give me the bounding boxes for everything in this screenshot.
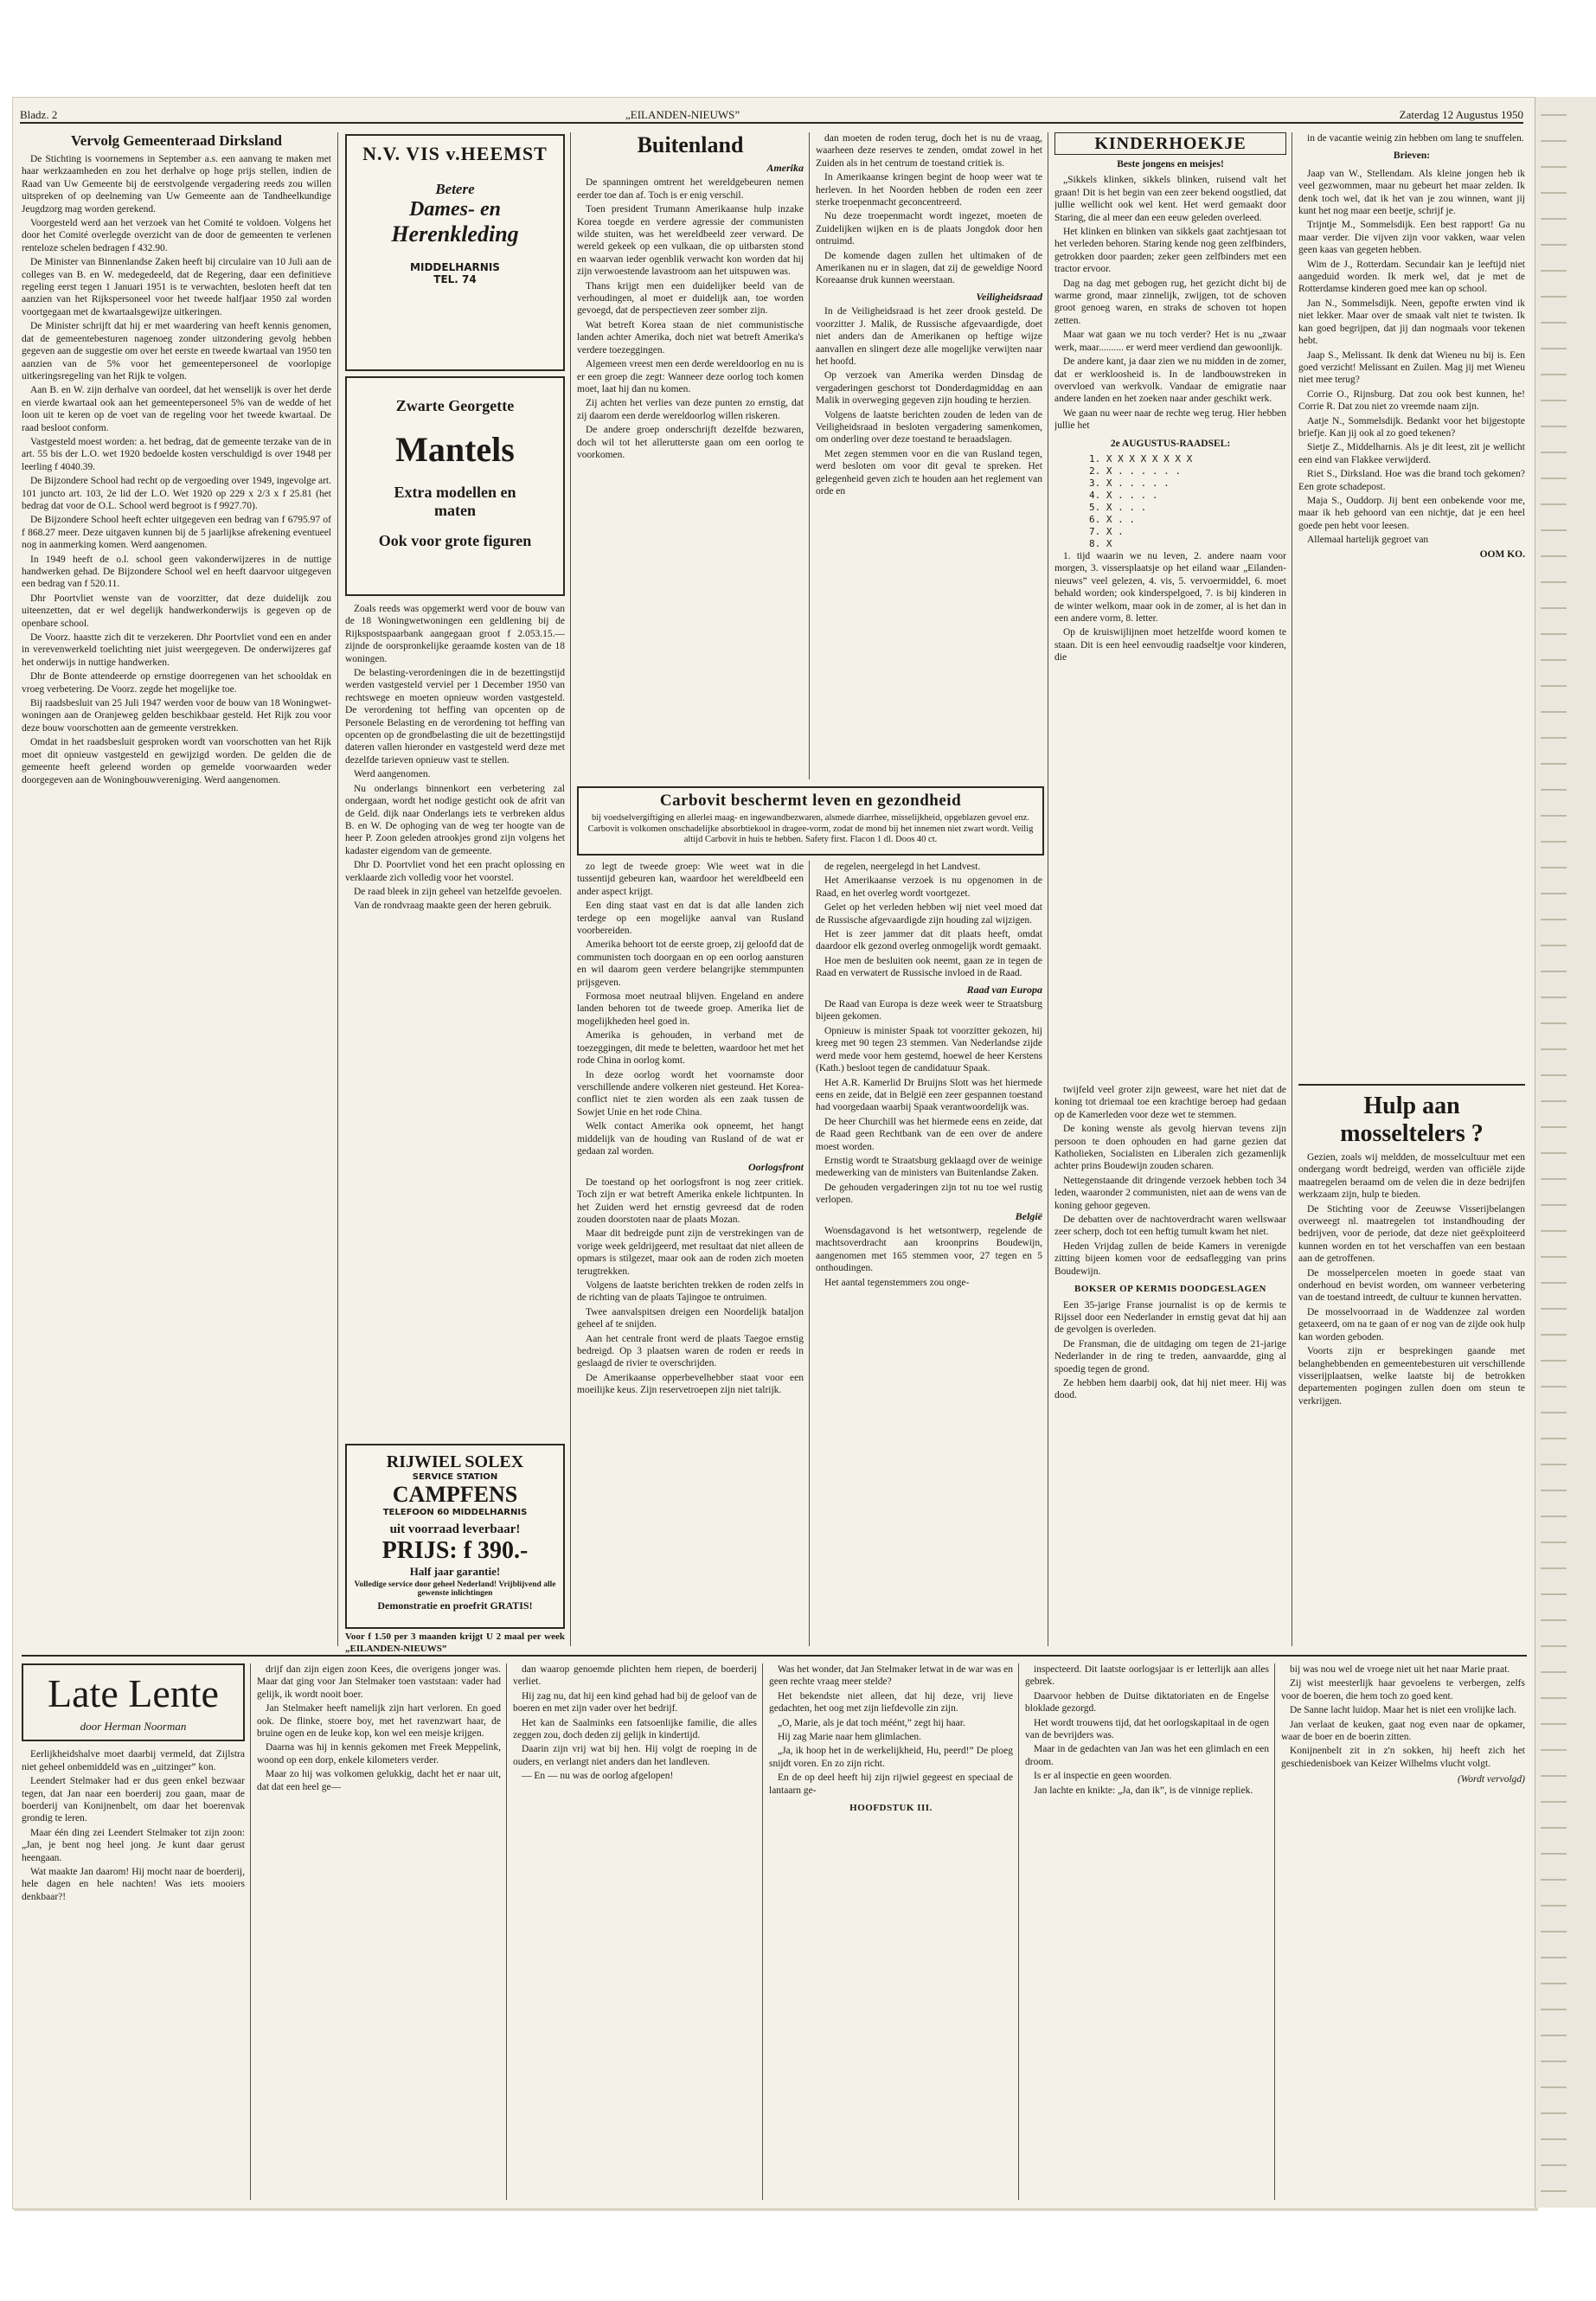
text-paragraph: Jaap van W., Stellendam. Als kleine jongen heb ik veel gezwommen, maar nu gebeurt het maar zelden. Ik denk toch wel, dat ik het van je zou winnen, want jij kunt het nog maar een beetje, schrijf je.: [1298, 168, 1525, 217]
text-paragraph: De Minister schrijft dat hij er met waardering van heeft kennis genomen, dat de gemeentebesturen nagenoeg zonder uitzondering gevolg hebben gegeven aan de suggestie om over het eerste en tweede kwartaal van 1950 ten aanzien van de 5% voor het gemeentepersoneel de voorlopige uitkeringsregeling van het Rijk te volgen.: [22, 321, 331, 381]
text-paragraph: Hoe men de besluiten ook neemt, gaan ze in tegen de Raad en verwatert de Russische invloed in de Raad.: [816, 955, 1042, 979]
article-title: Hulp aan mosseltelers ?: [1340, 1093, 1484, 1147]
text-paragraph: Voorgesteld werd aan het verzoek van het Comité te voldoen. Volgens het door het Comité overlegde overzicht van de door de gemeenten te verlenen renteloze schelen bedragen f 432.90.: [22, 218, 331, 253]
text-paragraph: Konijnenbelt zit in z'n sokken, hij heeft zich het geschiedenisboek van Keizer Wilhelms vlucht volgt.: [1281, 1746, 1525, 1769]
ad-line: Volledige service door geheel Nederland! Vrijblijvend alle gewenste inlichtingen: [354, 1580, 556, 1598]
signature: OOM KO.: [1479, 548, 1525, 560]
text-paragraph: De andere groep onderschrijft dezelfde bezwaren, doch wil tot het allerutterste gaan om een oorlog te voorkomen.: [577, 425, 804, 460]
text-paragraph: Het klinken en blinken van sikkels gaat zachtjesaan tot het verleden behoren. Staring kende nog geen zelfbinders, getrokken door paarden; zeker geen zelfbinders met een tractor ervoor.: [1054, 227, 1286, 275]
section-title: KINDERHOEKJE: [1054, 132, 1286, 155]
text-paragraph: Gelet op het verleden hebben wij niet veel moed dat de Russische afgevaardigde zijn houding zal wijzigen.: [816, 902, 1042, 926]
puzzle-instructions: Op de kruiswijlijnen moet hetzelfde woord komen te staan. Dit is een heel eenvoudig raadseltje voor kinderen, die: [1054, 627, 1286, 663]
puzzle-grid: [1089, 453, 1286, 550]
puzzle-row: 3. X . . . . .: [1089, 477, 1170, 489]
text-paragraph: Hij zag Marie naar hem glimlachen.: [778, 1732, 922, 1743]
text-paragraph: De Sanne lacht luidop. Maar het is niet een vrolijke lach.: [1290, 1705, 1516, 1716]
article-gemeenteraad-cont: [345, 603, 565, 1433]
text-paragraph: Toen president Trumann Amerikaanse hulp inzake Korea toegde en verdere agressie der communisten wilde stuiten, was het wereldbeeld zeer verward. De wereld gekeek op een vulkaan, die op uitbarsten stond en waarvan ieder ogenblik verwacht kon worden dat hij zijn verwoestende lavastroom aan het uitspuwen was.: [577, 204, 804, 278]
text-paragraph: Gezien, zoals wij meldden, de mosselcultuur met een ondergang wordt bedreigd, werden van officiële zijde maatregelen beraamd om de velen die in deze bedrijfen werkzaam zijn, hulp te bieden.: [1298, 1152, 1525, 1201]
ad-line: Herenkleding: [391, 221, 519, 247]
text-paragraph: De Bijzondere School had recht op de vergoeding over 1949, ingevolge art. 101 juncto art. 103, 2e lid der L.O. Wet 1920 op 229 x 2/3 x f 25.81 (het bedrag dat voor de O.L. School werd begroot is f 9927.70).: [22, 476, 331, 511]
text-paragraph: Algemeen vreest men een derde wereldoorlog en nu is er een groep die zegt: Wanneer deze oorlog toch komen moet, laat hij dan nu komen.: [577, 359, 804, 394]
text-paragraph: Heden Vrijdag zullen de beide Kamers in verenigde zitting bijeen komen voor de eedsaflegging van prins Boudewijn.: [1054, 1240, 1286, 1277]
issue-date: Zaterdag 12 Augustus 1950: [1399, 108, 1523, 121]
text-paragraph: Eerlijkheidshalve moet daarbij vermeld, dat Zijlstra niet geheel onbemiddeld was en „uitzinger” kon.: [22, 1749, 245, 1772]
text-paragraph: Een ding staat vast en dat is dat alle landen zich terdege op een mogelijke aanval van Rusland voorbereiden.: [577, 901, 804, 937]
text-paragraph: Trijntje M., Sommelsdijk. Een best rapport! Ga nu maar verder. Die vijven zijn voor vakken, waar velen geen kaas van gegeten hebben.: [1298, 220, 1525, 256]
text-paragraph: Maar één ding zei Leendert Stelmaker tot zijn zoon: „Jan, je bent nog heel jong. Je kunt daar gerust heengaan.: [22, 1827, 245, 1863]
text-paragraph: Omdat in het raadsbesluit gesproken wordt van voorschotten van het Rijk moet dit opnieuw vastgesteld en gewijzigd worden. De gelden die de gemeente heeft geleend worden op gemelde voorwaarden weder doorgegeven aan de Woningbouwvereniging. Werd aangenomen.: [22, 737, 331, 785]
ad-line: Dames- en: [409, 198, 501, 221]
article-europa: [816, 861, 1042, 1646]
text-paragraph: Maar wat gaan we nu toch verder? Het is nu „zwaar werk, maar.......... er werd meer verdiend dan gewoonlijk.: [1054, 330, 1286, 353]
text-paragraph: Volgens de laatste berichten trekken de roden zelfs in de richting van de plaats Tajingoe te ontruimen.: [577, 1280, 804, 1304]
text-paragraph: Zoals reeds was opgemerkt werd voor de bouw van de 18 Woningwetwoningen een geldlening bij de Rijkspostspaarbank aangegaan groot f 2.053.15.— zijnde de oorspronkelijke geraamde kosten van de 18 woningen.: [345, 604, 565, 664]
ad-carbovit: [577, 786, 1044, 856]
page-number: Bladz. 2: [20, 108, 58, 121]
text-paragraph: De Amerikaanse opperbevelhebber staat voor een moeilijke keus. Zijn reservetroepen zijn niet talrijk.: [577, 1372, 804, 1396]
ad-price: PRIJS: f 390.-: [381, 1537, 529, 1564]
text-paragraph: Twee aanvalspitsen dreigen een Noordelijk bataljon geheel af te snijden.: [577, 1306, 804, 1330]
text-paragraph: „Sikkels klinken, sikkels blinken, ruisend valt het graan! Dit is het begin van een zeer bekend oogstlied, dat jullie wellicht ook wel kent. Het werd gemaakt door Staring, die al meer dan een eeuw geleden overleed.: [1054, 175, 1286, 223]
text-paragraph: In Amerikaanse kringen begint de hoop weer wat te herleven. In het Noorden hebben de roden een zeer sterke troepenmacht geconcentreerd.: [816, 172, 1042, 208]
text-paragraph: Thans krijgt men een duidelijker beeld van de verhoudingen, al moet er duidelijk aan, toe worden gevoegd, dat de perspectieven zeer somber zijn.: [577, 280, 804, 317]
ad-line: Demonstratie en proefrit GRATIS!: [377, 1599, 533, 1612]
text-paragraph: Formosa moet neutraal blijven. Engeland en andere landen behoren tot de tweede groep. Amerika liet de mogelijkheden heel goed in.: [577, 991, 804, 1027]
text-paragraph: Met zegen stemmen voor en die van Rusland tegen, werd besloten om voor dit geval te spreken. Het gelegenheid geven zich te houden aan het reglement van orde en: [816, 448, 1042, 497]
text-paragraph: Jan verlaat de keuken, gaat nog even naar de opkamer, waar de boer en de boerin zitten.: [1281, 1719, 1525, 1743]
brieven: [1298, 132, 1525, 1075]
ad-headline: Carbovit beschermt leven en gezondheid: [659, 792, 962, 810]
ad-line: Half jaar garantie!: [409, 1565, 501, 1578]
text-paragraph: in de vacantie weinig zin hebben om lang te snuffelen.: [1307, 133, 1524, 144]
text-paragraph: Maar dit bedreigde punt zijn de verstrekingen van de vorige week geldrijgeerd, met resultaat dat niet alleen de opmars is stilgezet, maar ook aan de roden zich moeten terugtrekken.: [577, 1228, 804, 1277]
text-paragraph: De komende dagen zullen het ultimaken of de Amerikanen nu er in slagen, dat zij de geweldige Noord Koreaanse druk kunnen weerstaan.: [816, 250, 1042, 286]
text-paragraph: Opnieuw is minister Spaak tot voorzitter gekozen, hij kreeg met 90 tegen 23 stemmen. Van Nederlandse zijde werd mede voor hem gestemd, hoewel de heer Kerstens (Kath.) besloot tegen de candidatuur Spaak.: [816, 1025, 1042, 1074]
ad-line: Extra modellen en maten: [394, 484, 516, 519]
text-paragraph: De Raad van Europa is deze week weer te Straatsburg bijeen gekomen.: [816, 999, 1042, 1022]
text-paragraph: De Bijzondere School heeft echter uitgegeven een bedrag van f 6795.97 of f 868.27 meer. Deze uitgaven kunnen bij de 5 jaarlijkse afrekening eventueel nog in aanmerking komen. Werd aangenomen.: [22, 515, 331, 551]
text-paragraph: Maar in de gedachten van Jan was het een glimlach en een droom.: [1025, 1744, 1269, 1767]
page-header: [20, 105, 1523, 124]
text-paragraph: De gehouden vergaderingen zijn tot nu toe wel rustig verlopen.: [816, 1182, 1042, 1206]
article-korea: [577, 861, 804, 1646]
text-paragraph: Dhr D. Poortvliet vond het een pracht oplossing en verklaarde zich volledig voor het voorstel.: [345, 860, 565, 883]
text-paragraph: Aan het centrale front werd de plaats Taegoe ernstig bedreigd. Op 3 plaatsen waren de roden er reeds in geslaagd de rivier te overschrijden.: [577, 1333, 804, 1369]
text-paragraph: Jaap S., Melissant. Ik denk dat Wieneu nu bij is. Een goed verzicht! Melissant en Zuilen. Mag jij met Wieneu niet mee terug?: [1298, 349, 1525, 386]
section-heading: Raad van Europa: [966, 983, 1042, 996]
text-paragraph: De mosselvoorraad in de Waddenzee zal worden getaxeerd, om na te gaan of er nog van de zijde ook hulp kan worden geboden.: [1298, 1306, 1525, 1343]
serial-column-1: [22, 1663, 245, 2200]
text-paragraph: Het is zeer jammer dat dit plaats heeft, omdat daardoor elk gezond overleg onmogelijk wordt gemaakt.: [816, 929, 1042, 952]
text-paragraph: Een 35-jarige Franse journalist is op de kermis te Rijssel door een Nederlander in ernstig gevat dat hij aan de gevolgen is overleden.: [1054, 1299, 1286, 1336]
text-paragraph: We gaan nu weer naar de rechte weg terug. Hier hebben jullie het: [1054, 407, 1286, 432]
serial-signoff: (Wordt vervolgd): [1457, 1774, 1525, 1785]
puzzle-row: 4. X . . . .: [1089, 489, 1158, 501]
ad-tel: TELEFOON 60: [382, 1508, 450, 1517]
text-paragraph: De heer Churchill was het hiermede eens en zeide, dat de Raad geen Rechtbank van de een over de andere moest worden.: [816, 1116, 1042, 1152]
text-paragraph: De mosselpercelen moeten in goede staat van onderhoud en bevist worden, om wanneer verbetering van de toestand intreedt, de cultuur te kunnen hervatten.: [1298, 1267, 1525, 1304]
text-paragraph: Wim de J., Rotterdam. Secundair kan je leeftijd niet aangeduid worden. Ik merk wel, dat je met de Rotterdamse kinderen goed mee kan op school.: [1298, 259, 1525, 295]
serial-column-6: [1281, 1663, 1525, 2200]
text-paragraph: dan waarop genoemde plichten hem riepen, de boerderij verliet.: [513, 1664, 757, 1688]
article-mosseltelers: [1298, 1093, 1525, 1646]
puzzle-row: 7. X .: [1089, 525, 1124, 537]
text-paragraph: dan moeten de roden terug, doch het is nu de vraag, waarheen deze reserves te zenden, omdat zowel in het Zuiden als in het centrum de toestand critiek is.: [816, 133, 1042, 169]
text-paragraph: De Stichting voor de Zeeuwse Visserijbelangen overweegt nl. maatregelen tot instandhouding der bedrijven, voor de periode, dat deze niet geëxploiteerd kunnen worden en tot het verschaffen van een bestaan aan de getroffenen.: [1298, 1203, 1525, 1265]
ad-dealer: CAMPFENS: [392, 1482, 518, 1507]
article-title: Vervolg Gemeenteraad Dirksland: [71, 132, 282, 149]
section-heading: Oorlogsfront: [747, 1161, 804, 1174]
text-paragraph: „Ja, ik hoop het in de werkelijkheid, Hu, peerd!” De ploeg snijdt voren. En zo zijn richt.: [769, 1746, 1013, 1769]
puzzle-row: 1. X X X X X X X X: [1089, 452, 1193, 465]
section-heading: België: [1015, 1209, 1042, 1222]
text-paragraph: Amerika behoort tot de eerste groep, zij geloofd dat de communisten toch doorgaan en op een oorlog aansturen en wil daarom geen verdere belangrijke stemmpunten prijsgeven.: [577, 939, 804, 988]
text-paragraph: De Stichting is voornemens in September a.s. een aanvang te maken met haar werkzaamheden en zou het derhalve op hoge prijs stellen, indien de Raad van Uw Gemeente bij de eerstvolgende vergadering reeds zou willen uitspreken of op deelneming van Uw Gemeente aan de Tandheelkundige Jeugdzorg mag worden gerekend.: [22, 154, 331, 215]
paper-name: „EILANDEN-NIEUWS”: [625, 108, 740, 121]
text-paragraph: Sietje Z., Middelharnis. Als je dit leest, zit je wellicht een eind van Flakkee verwijderd.: [1298, 442, 1525, 465]
puzzle-row: 2. X . . . . . .: [1089, 465, 1181, 477]
text-paragraph: de regelen, neergelegd in het Landvest.: [824, 862, 981, 872]
text-paragraph: inspecteerd. Dit laatste oorlogsjaar is er letterlijk aan alles gebrek.: [1025, 1664, 1269, 1688]
text-paragraph: Het A.R. Kamerlid Dr Bruijns Slott was het hiermede eens en zeide, dat in België een zeer gespannen toestand had voorgedaan waarbij Spaak verantwoordelijk was.: [816, 1077, 1042, 1113]
text-paragraph: Daarna was hij in kennis gekomen met Freek Meppelink, woond op een dorp, enkele kilometers verder.: [257, 1742, 501, 1766]
text-paragraph: „O, Marie, als je dat toch méént,” zegt hij haar.: [778, 1717, 965, 1728]
text-paragraph: De debatten over de nachtoverdracht waren wellswaar zeer scherp, doch tot een heftig tumult kwam het niet.: [1054, 1215, 1286, 1238]
text-paragraph: Maja S., Ouddorp. Jij bent een onbekende voor me, maar ik heb gehoord van een nichtje, dat je een heel goede pen hebt voor leesen.: [1298, 495, 1525, 531]
article-buitenland-cont: [816, 132, 1042, 779]
text-paragraph: Van de rondvraag maakte geen der heren gebruik.: [354, 901, 552, 912]
chapter-heading: HOOFDSTUK III.: [849, 1803, 933, 1814]
text-paragraph: Werd aangenomen.: [354, 769, 431, 780]
ad-rijwiel-solex: [345, 1444, 565, 1629]
text-paragraph: Jan Stelmaker heeft namelijk zijn hart verloren. En goed ook. De flinke, stoere boy, met het ravenzwart haar, de bruine ogen en de leuke kop, kon wel een meisje krijgen.: [257, 1703, 501, 1740]
text-paragraph: Bij raadsbesluit van 25 Juli 1947 werden voor de bouw van 18 Woningwet-woningen aan de Oranjeweg gelden beschikbaar gesteld. Het Rijk zou voor deze bouw voorschotten aan de gemeente verstrekken.: [22, 698, 331, 734]
text-paragraph: Het kan de Saalminks een fatsoenlijke familie, die alles zeggen zou, doch deden zij gelijk in kindertijd.: [513, 1717, 757, 1741]
ad-text: bij voedselvergiftiging en allerlei maag- en ingewandbezwaren, alsmede diarrhee, misselijkheid, opgeblazen gevoel enz. Carbovit is volkomen onschadelijke absorbtiekool in dragee-vorm, zodat de mond bij het innemen niet zwart wordt. Veilig altijd Carbovit in huis te hebben. Safety first. Flacon 1 dl. Doos 40 ct.: [587, 813, 1034, 844]
ad-line: uit voorraad leverbaar!: [389, 1522, 521, 1536]
text-paragraph: De koning wenste als gevolg hiervan tevens zijn persoon te doen ophouden en had garne gezien dat Katholieken, Socialisten en Liberalen zich gezamenlijk achter prins Boudewijn zouden scharen.: [1054, 1124, 1286, 1172]
text-paragraph: Dhr de Bonte attendeerde op ernstige doorregenen van het schooldak en vroeg verbetering. De Voorz. zegde het mogelijke toe.: [22, 671, 331, 695]
ad-line: SERVICE STATION: [412, 1472, 498, 1482]
serial-column-4: [769, 1663, 1013, 2200]
text-paragraph: Dhr Poortvliet wenste van de voorzitter, dat deze duidelijk zou uiteenzetten, dat er wel degelijk handwerkonderwijs is gegeven op de openbare school.: [22, 593, 331, 629]
ad-tel: TEL. 74: [433, 273, 477, 285]
newspaper-page: [12, 97, 1536, 2209]
text-paragraph: En de op deel heeft hij zijn rijwiel gegeest en speciaal de lantaarn ge-: [769, 1772, 1013, 1796]
text-paragraph: Aatje N., Sommelsdijk. Bedankt voor het bijgestopte briefje. Kan jij ook al zo goed tekenen?: [1298, 415, 1525, 439]
text-paragraph: Maar zo hij was volkomen gelukkig, dacht het er naar uit, dat dat een heel ge—: [257, 1769, 501, 1792]
text-paragraph: De Fransman, die de uitdaging om tegen de 21-jarige Nederlander in de ring te treden, aanvaardde, ging al spoedig tegen de grond.: [1054, 1338, 1286, 1375]
text-paragraph: De raad bleek in zijn geheel van hetzelfde gevoelen.: [354, 886, 562, 897]
text-paragraph: Zij wist meesterlijk haar gevoelens te verbergen, zelfs voor de boeren, die hem toch zo goed kent.: [1281, 1678, 1525, 1702]
text-paragraph: In 1949 heeft de o.l. school geen vakonderwijzeres in de nuttige handwerken gehad. De Bijzondere School wel en heeft daarvoor uitgegeven een bedrag van f 520.11.: [22, 554, 331, 590]
ad-headline: Mantels: [395, 430, 515, 469]
text-paragraph: Wat betreft Korea staan de niet communistische landen achter Amerika, doch niet wat betreft Amerika's verdere toezeggingen.: [577, 319, 804, 356]
section-title: Brieven:: [1393, 151, 1431, 162]
text-paragraph: Welk contact Amerika ook opneemt, het hangt middelijk van de houding van Rusland of de wat er gedaan zal worden.: [577, 1121, 804, 1157]
text-paragraph: Allemaal hartelijk gegroet van: [1307, 535, 1429, 546]
text-paragraph: Dag na dag met gebogen rug, het gezicht dicht bij de warme grond, maar zinnelijk, zwijgen, tot de schoven groot genoeg waren, en straks de schoven tot hopen zetten.: [1054, 278, 1286, 326]
text-paragraph: twijfeld veel groter zijn geweest, ware het niet dat de koning tot driemaal toe een krachtige beroep had gedaan op de Kamerleden voor deze wet te stemmen.: [1054, 1085, 1286, 1120]
text-paragraph: Amerika is gehouden, in verband met de toezeggingen, dit mede te beletten, waardoor het met het rode China in oorlog komt.: [577, 1030, 804, 1067]
subscribe-note: Voor f 1.50 per 3 maanden krijgt U 2 maal per week „EILANDEN-NIEUWS”: [345, 1631, 565, 1655]
ad-vis-van-heemst: [345, 134, 565, 371]
text-paragraph: drijf dan zijn eigen zoon Kees, die overigens jonger was. Maar dat ging voor Jan Stelmaker toen vaststaan: vader had gelijk, ik wordt nooit boer.: [257, 1664, 501, 1700]
text-paragraph: In deze oorlog wordt het voornamste door verschillende andere volkeren niet gesteund. Het Korea-conflict niet te zien worden als een zaak tussen de Sowjet Unie en het rode China.: [577, 1069, 804, 1118]
text-paragraph: Nettegenstaande dit dringende verzoek hebben toch 34 leden, waaronder 2 communisten, niet aan de wens van de koning gehoor gegeven.: [1054, 1175, 1286, 1211]
serial-title-box: [22, 1663, 245, 1741]
text-paragraph: Daarvoor hebben de Duitse diktatoriaten en de Engelse bloklade gezorgd.: [1025, 1690, 1269, 1715]
serial-column-2: [257, 1663, 501, 2200]
adjacent-page-edge: [1535, 97, 1596, 2208]
text-paragraph: — En — nu was de oorlog afgelopen!: [522, 1771, 674, 1782]
kinderhoekje: [1054, 132, 1286, 1075]
text-paragraph: De belasting-verordeningen die in de bezettingstijd werden vastgesteld verviel per 1 December 1950 van rechtswege en moeten opnieuw worden vastgesteld. De verordening tot heffing van opcenten op de Personele Belasting en de verordening tot heffing van opcenten op de grondbelasting die uit de bezettingstijd dateren vallen hieronder en vastgesteld werd deze met dezelfde tarieven opnieuw vast te stellen.: [345, 668, 565, 766]
text-paragraph: Daarin zijn vrij wat bij hen. Hij volgt de roeping in de ouders, en verlangt niet anders dan het landleven.: [513, 1744, 757, 1767]
text-paragraph: Leendert Stelmaker had er dus geen enkel bezwaar tegen, dat Jan naar een boerderij zou gaan, maar de boerderij van Konijnenbelt, om daar het boerenvak grondig te leren.: [22, 1776, 245, 1824]
ad-town: MIDDELHARNIS: [452, 1508, 528, 1517]
article-belgie-cont: [1054, 1084, 1286, 1646]
text-paragraph: Volgens de laatste berichten zouden de leden van de Veiligheidsraad in besloten vergadering samenkomen, om onderling over deze toestand te beraadslagen.: [816, 409, 1042, 445]
puzzle-row: 6. X . .: [1089, 513, 1135, 525]
article-title: BOKSER OP KERMIS DOODGESLAGEN: [1074, 1284, 1266, 1295]
puzzle-clues: 1. tijd waarin we nu leven, 2. andere naam voor morgen, 3. vissersplaatsje op het eiland waar „Eilanden-nieuws” veel gelezen, 4. vis, 5. vervoermiddel, 6. moet behald worden; ook kinderspelgoed, 7. is bij kinderen in de winter welkom, maar ook in de zomer, al is het dan in een andere vorm, 8. letter.: [1054, 550, 1286, 624]
text-paragraph: Voorts zijn er besprekingen gaande met belanghebbenden en gemeentebesturen uit verschillende visserijplaatsen, welke laatste bij de betrokken departementen pogingen zullen doen om steun te verkrijgen.: [1298, 1346, 1525, 1407]
text-paragraph: De toestand op het oorlogsfront is nog zeer critiek. Toch zijn er wat betreft Amerika enkele lichtpunten. In het Zuiden werd het ernstig gevreesd dat de roden zouden doorstoten naar de plaats Mozan.: [577, 1176, 804, 1225]
text-paragraph: Het Amerikaanse verzoek is nu opgenomen in de Raad, en het overleg wordt voortgezet.: [816, 875, 1042, 899]
text-paragraph: In de Veiligheidsraad is het zeer drook gesteld. De voorzitter J. Malik, de Russische afgevaardigde, doet niet anders dan de Amerikanen op heftige wijze aanvallen en slingert deze alle mogelijke verwijten naar het hoofd.: [816, 306, 1042, 367]
text-paragraph: Wat maakte Jan daarom! Hij mocht naar de boerderij, hele dagen en hele nachten! Was iets mooiers denkbaar?!: [22, 1867, 245, 1902]
text-paragraph: Corrie O., Rijnsburg. Dat zou ook best kunnen, he! Corrie R. Dat zou niet zo vreemde naam zijn.: [1298, 388, 1525, 413]
article-title: Buitenland: [637, 132, 744, 157]
text-paragraph: Woensdagavond is het wetsontwerp, regelende de machtsoverdracht aan kroonprins Boudewijn, aangenomen met 165 stemmen voor, 27 tegen en 5 onthoudingen.: [816, 1225, 1042, 1274]
ad-line: Zwarte Georgette: [395, 397, 515, 414]
puzzle-row: 8. X: [1089, 537, 1112, 549]
greeting: Beste jongens en meisjes!: [1117, 159, 1224, 170]
text-paragraph: Aan B. en W. zijn derhalve van oordeel, dat het wenselijk is over het derde en vierde kwartaal ook aan het gemeentepersoneel 5% van de wedde of het loon uit te keren op de voet van de regeling voor het tweede kwartaal. De raad besloot conform.: [22, 385, 331, 433]
ad-brand: RIJWIEL SOLEX: [386, 1452, 524, 1471]
text-paragraph: Zij achten het verlies van deze punten zo ernstig, dat zij daarom een derde wereldoorlog willen riskeren.: [577, 398, 804, 421]
text-paragraph: Is er al inspectie en geen woorden.: [1034, 1771, 1172, 1782]
text-paragraph: De andere kant, ja daar zien we nu midden in de zomer, dat er werkloosheid is. In de landbouwstreken in overvloed van werkvolk. Vandaar de emigratie naar andere landen en het zoeken naar ander geschikt werk.: [1054, 356, 1286, 405]
text-paragraph: Het wordt trouwens tijd, dat het oorlogskapitaal in de ogen van de bevrijders was.: [1025, 1717, 1269, 1741]
ad-line: Betere: [435, 181, 475, 197]
text-paragraph: Vastgesteld moest worden: a. het bedrag, dat de gemeente terzake van de in art. 55 bis der L.O. wet 1920 bedoelde kosten verschuldigd is over 1948 per leerling f 4040.39.: [22, 436, 331, 472]
text-paragraph: Ze hebben hem daarbij ook, dat hij niet meer. Hij was dood.: [1054, 1377, 1286, 1401]
text-paragraph: De spanningen omtrent het wereldgebeuren nemen eerder toe dan af. Toch is er enig verschil.: [577, 177, 804, 201]
text-paragraph: Jan N., Sommelsdijk. Neen, gepofte erwten vind ik niet lekker. Maar over de smaak valt niet te twisten. Ik kan goed begrijpen, dat jij dan nogmaals voor tekenen hebt.: [1298, 298, 1525, 347]
puzzle-row: 5. X . . .: [1089, 501, 1147, 513]
text-paragraph: De Voorz. haastte zich dit te verzekeren. Dhr Poortvliet vond een en ander in verevenwerkeld toelichting niet juist weergegeven. De onderwijzeres gaf het onderwijs in nuttige handwerken.: [22, 632, 331, 668]
text-paragraph: Jan lachte en knikte: „Ja, dan ik”, is de vinnige repliek.: [1034, 1785, 1253, 1796]
text-paragraph: Riet S., Dirksland. Hoe was die brand toch gekomen? Een grote schadepost.: [1298, 469, 1525, 492]
ad-town: MIDDELHARNIS: [410, 261, 500, 273]
serial-title: Late Lente: [48, 1671, 219, 1715]
text-paragraph: bij was nou wel de vroege niet uit het naar Marie praat.: [1290, 1664, 1510, 1675]
section-heading: Veiligheidsraad: [976, 290, 1042, 303]
ad-brand: N.V. VIS v.HEEMST: [362, 143, 548, 164]
text-paragraph: Nu onderlangs binnenkort een verbetering zal ondergaan, wordt het nodige gesticht ook de afrit van de Geld. dijk naar Onderlangs iets te verbreken aldus B. en W. De ophoging van de weg ter hoogte van de heer P. Zoon geleden atrookjes grond zijn volgens het kadaster eigendom van de gemeente.: [345, 783, 565, 856]
section-heading: Amerika: [766, 162, 804, 174]
text-paragraph: Ernstig wordt te Straatsburg geklaagd over de weinige medewerking van de ministers van Buitenlandse Zaken.: [816, 1155, 1042, 1179]
ad-mantels: [345, 376, 565, 596]
article-gemeenteraad: [22, 132, 331, 1646]
text-paragraph: Was het wonder, dat Jan Stelmaker letwat in de war was en geen rechte vraag meer stelde?: [769, 1664, 1013, 1688]
text-paragraph: Het bekendste niet alleen, dat hij deze, vrij lieve gedachten, het oog met zijn liefdevolle zin zijn.: [769, 1690, 1013, 1715]
text-paragraph: Hij zag nu, dat hij een kind gehad had bij de geloof van de boeren en met zijn vader over het bedrijf.: [513, 1690, 757, 1715]
puzzle-title: 2e AUGUSTUS-RAADSEL:: [1110, 438, 1231, 449]
serial-column-3: [513, 1663, 757, 2200]
serial-author: door Herman Noorman: [80, 1720, 187, 1733]
serial-column-5: [1025, 1663, 1269, 2200]
article-buitenland: [577, 132, 804, 779]
text-paragraph: zo legt de tweede groep: Wie weet wat in die tussentijd gebeuren kan, waardoor het wereldbeeld een ander aspect krijgt.: [577, 862, 804, 897]
text-paragraph: De Minister van Binnenlandse Zaken heeft bij circulaire van 10 Juli aan de colleges van B. en W. medegedeeld, dat de Regering, daar een definitieve regeling eerst tegen 1 Januari 1951 is te verwachten, besloten heeft dat ten aanzien van het Rijkspersoneel voor het tweede halfjaar 1950 zal worden voortgegaan met de kwartaalsgewijze uitkeringen.: [22, 257, 331, 317]
text-paragraph: Het aantal tegenstemmers zou onge-: [824, 1277, 970, 1288]
text-paragraph: Op verzoek van Amerika werden Dinsdag de vergaderingen geschorst tot Donderdagmiddag en aan Malik in overweging gegeven zijn houding te herzien.: [816, 370, 1042, 407]
ad-line: Ook voor grote figuren: [378, 532, 532, 549]
text-paragraph: Nu deze troepenmacht wordt ingezet, moeten de Zuidelijken wijken en is de plaats Jongdok door hen ontruimd.: [816, 211, 1042, 247]
